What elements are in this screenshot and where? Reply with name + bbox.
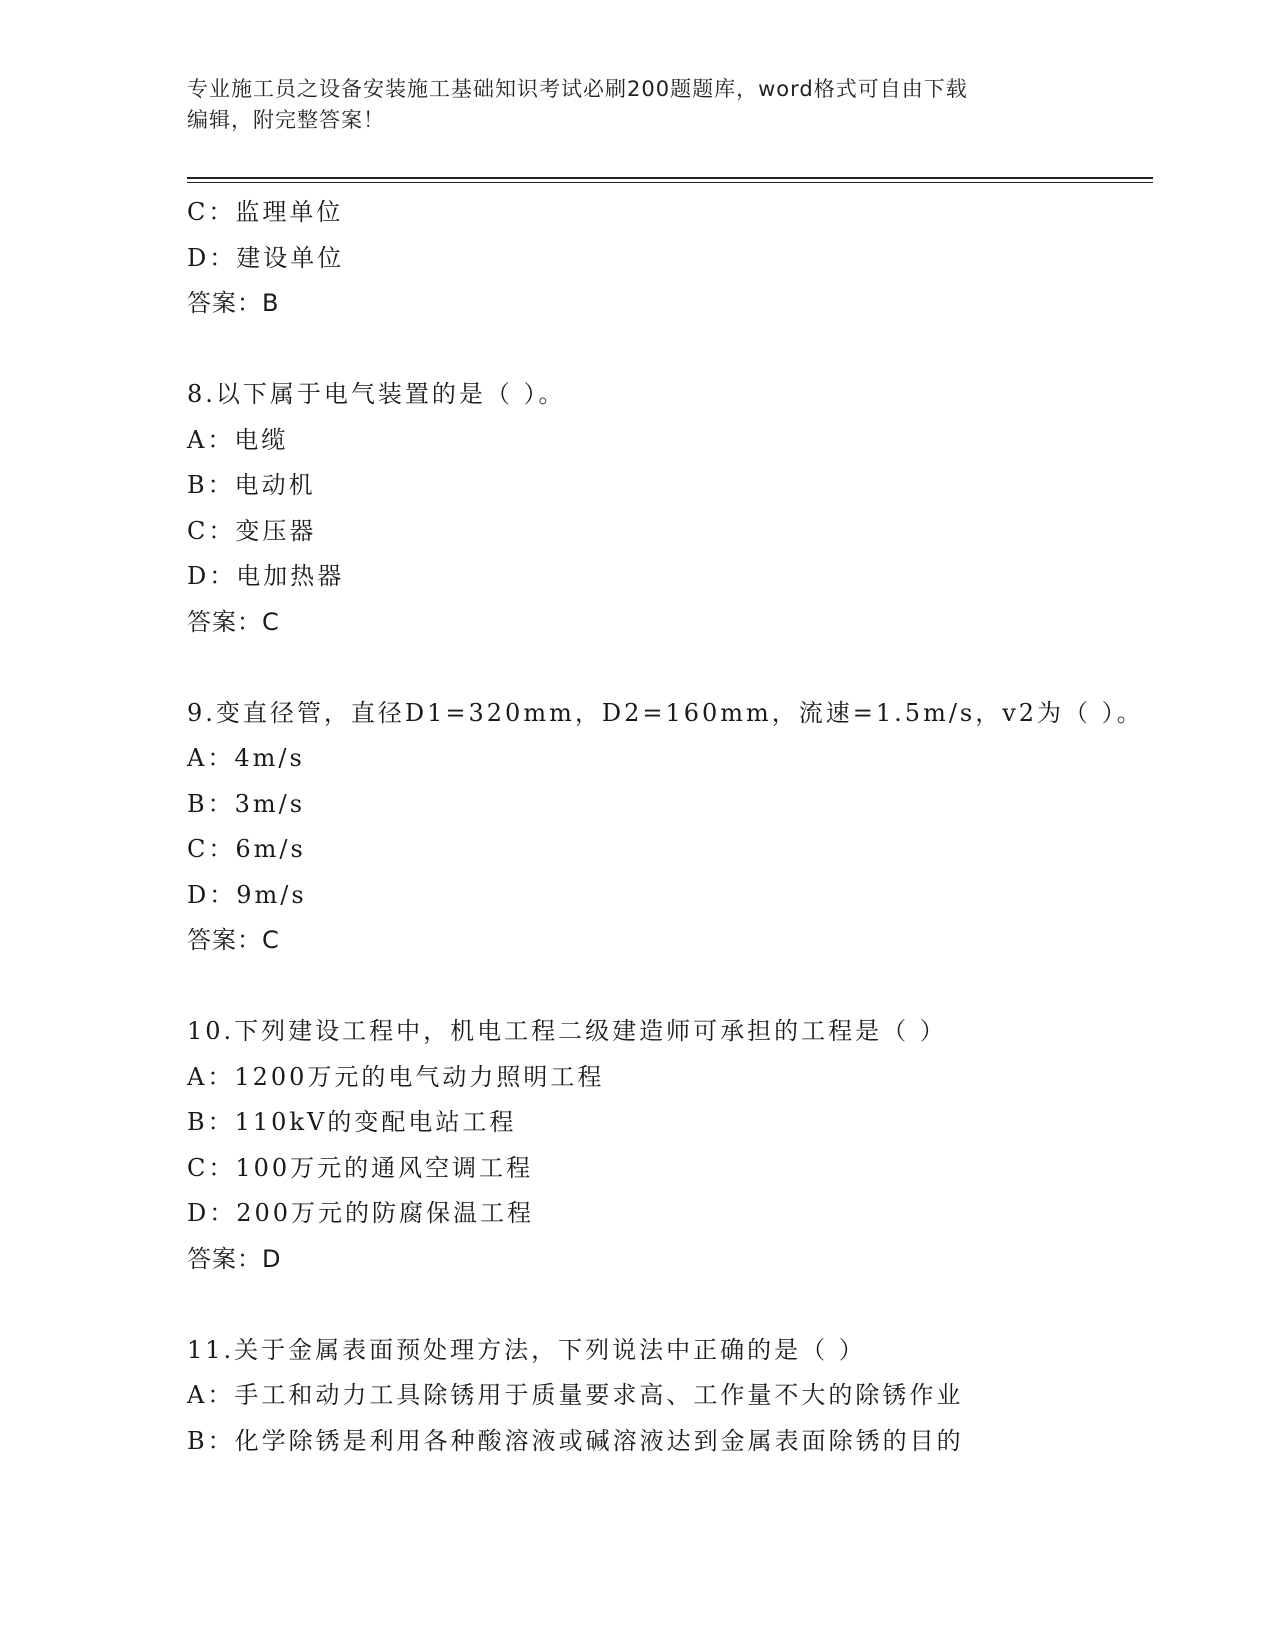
option-a: A：4m/s: [187, 744, 305, 772]
question-stem: 8.以下属于电气装置的是（ ）。: [187, 380, 566, 408]
answer-line: 答案：B: [187, 289, 280, 317]
question-stem: 11.关于金属表面预处理方法，下列说法中正确的是（ ）: [187, 1335, 866, 1364]
spacer: [187, 964, 1147, 1010]
answer-line: 答案：C: [187, 926, 280, 954]
header-title-line-2: 编辑，附完整答案！: [187, 108, 385, 132]
answer-line: 答案：D: [187, 1244, 282, 1273]
option-a: A：手工和动力工具除锈用于质量要求高、工作量不大的除锈作业: [187, 1381, 964, 1409]
option-c: C：监理单位: [187, 198, 344, 226]
question-9: [187, 691, 1147, 964]
header-title-line-1: 专业施工员之设备安装施工基础知识考试必刷200题题库，word格式可自由下载: [187, 77, 968, 101]
option-c: C：100万元的通风空调工程: [187, 1153, 534, 1182]
header-divider-thin: [187, 182, 1153, 183]
option-d: D：电加热器: [187, 562, 345, 590]
question-11: [187, 1328, 1147, 1465]
option-a: A：1200万元的电气动力照明工程: [187, 1062, 605, 1091]
question-10: [187, 1009, 1147, 1282]
option-b: B：3m/s: [187, 789, 306, 818]
option-c: C：变压器: [187, 516, 317, 545]
option-d: D：9m/s: [187, 880, 307, 909]
spacer: [187, 327, 1147, 373]
option-b: B：110kV的变配电站工程: [187, 1108, 517, 1136]
answer-line: 答案：C: [187, 607, 280, 636]
question-list: [187, 190, 1147, 1464]
option-d: D：建设单位: [187, 243, 345, 272]
option-a: A：电缆: [187, 425, 289, 454]
spacer: [187, 1282, 1147, 1328]
question-7-tail: [187, 190, 1147, 327]
document-header: [187, 74, 1067, 136]
option-b: B：电动机: [187, 471, 316, 499]
question-stem: 10.下列建设工程中，机电工程二级建造师可承担的工程是（ ）: [187, 1017, 947, 1045]
header-divider-thick: [187, 177, 1153, 179]
question-8: [187, 372, 1147, 645]
question-stem: 9.变直径管，直径D1=320mm，D2=160mm，流速=1.5m/s，v2为（ ）。: [187, 698, 1144, 727]
spacer: [187, 645, 1147, 691]
option-b: B：化学除锈是利用各种酸溶液或碱溶液达到金属表面除锈的目的: [187, 1426, 964, 1455]
option-d: D：200万元的防腐保温工程: [187, 1199, 535, 1227]
option-c: C：6m/s: [187, 835, 306, 863]
